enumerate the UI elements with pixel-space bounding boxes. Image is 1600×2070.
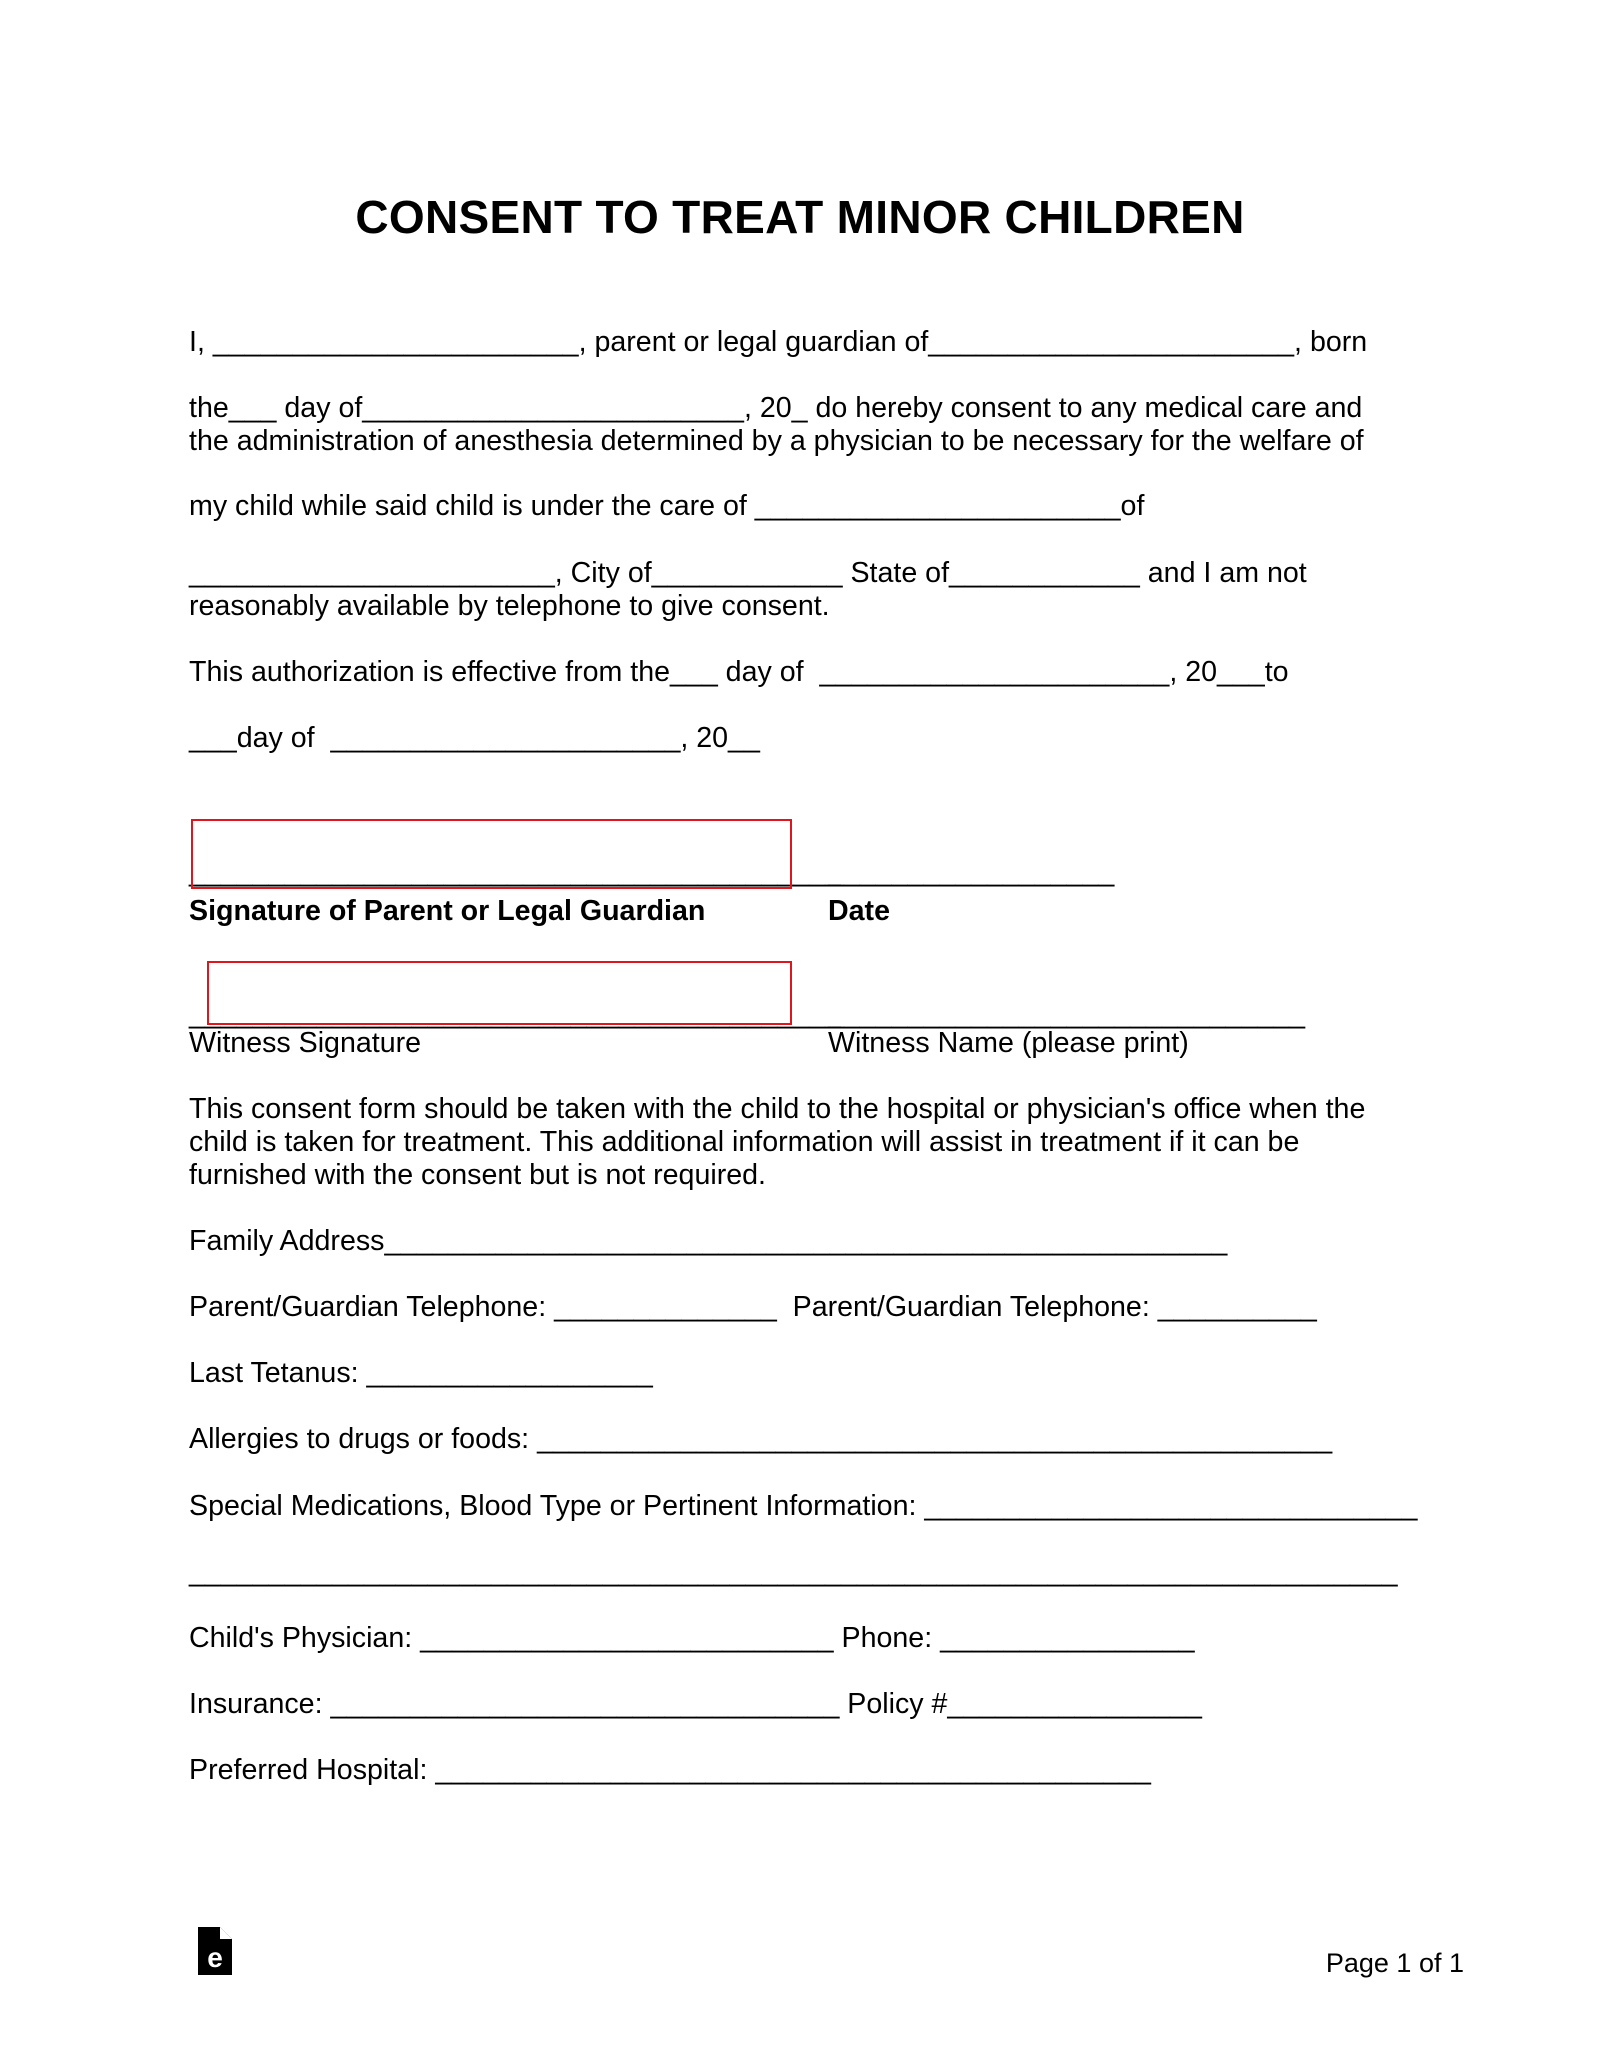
additional-info-line[interactable]: ____________________________________________________________________________ — [189, 1556, 1398, 1588]
parent-signature-label: Signature of Parent or Legal Guardian — [189, 895, 706, 927]
eforms-logo-icon — [196, 1925, 234, 1977]
parent-signature-field[interactable] — [191, 819, 792, 889]
note-line2: child is taken for treatment. This additional information will assist in treatment if it can be — [189, 1126, 1300, 1158]
insurance-policy-fields[interactable]: Insurance: ________________________________ Policy #________________ — [189, 1688, 1202, 1720]
preferred-hospital-field[interactable]: Preferred Hospital: _____________________________________________ — [189, 1754, 1151, 1786]
paragraph1-line3: the administration of anesthesia determined by a physician to be necessary for the welfare of — [189, 425, 1364, 457]
paragraph1-line1: I, _______________________, parent or legal guardian of_______________________, born — [189, 326, 1368, 358]
physician-phone-fields[interactable]: Child's Physician: __________________________ Phone: ________________ — [189, 1622, 1195, 1654]
last-tetanus-field[interactable]: Last Tetanus: __________________ — [189, 1357, 653, 1389]
paragraph1-line5: _______________________, City of____________ State of____________ and I am not — [189, 557, 1307, 589]
witness-signature-label: Witness Signature — [189, 1027, 422, 1059]
telephone-fields[interactable]: Parent/Guardian Telephone: ______________ Parent/Guardian Telephone: __________ — [189, 1291, 1317, 1323]
allergies-field[interactable]: Allergies to drugs or foods: __________________________________________________ — [189, 1423, 1333, 1455]
note-line3: furnished with the consent but is not required. — [189, 1159, 766, 1191]
date-line: __________________ — [828, 856, 1115, 888]
witness-name-line: ______________________________ — [828, 998, 1306, 1030]
logo-letter: e — [207, 1942, 223, 1973]
document-title: CONSENT TO TREAT MINOR CHILDREN — [355, 191, 1245, 243]
family-address-field[interactable]: Family Address_____________________________________________________ — [189, 1225, 1228, 1257]
parent-signature-line: _________________________________________ — [189, 856, 842, 888]
witness-name-label: Witness Name (please print) — [828, 1027, 1189, 1059]
date-label: Date — [828, 895, 890, 927]
witness-signature-line: _________________________________________ — [189, 998, 842, 1030]
witness-signature-field[interactable] — [207, 961, 792, 1025]
page-number: Page 1 of 1 — [1325, 1948, 1464, 1978]
note-line1: This consent form should be taken with the child to the hospital or physician's office when the — [189, 1093, 1366, 1125]
special-medications-field[interactable]: Special Medications, Blood Type or Pertinent Information: _______________________________ — [189, 1490, 1418, 1522]
authorization-line1: This authorization is effective from the___ day of ______________________, 20___to — [189, 656, 1289, 688]
paragraph1-line4: my child while said child is under the care of _______________________of — [189, 490, 1145, 522]
authorization-line2: ___day of ______________________, 20__ — [189, 722, 760, 754]
paragraph1-line2: the___ day of________________________, 20_ do hereby consent to any medical care and — [189, 392, 1363, 424]
paragraph1-line6: reasonably available by telephone to give consent. — [189, 590, 830, 622]
